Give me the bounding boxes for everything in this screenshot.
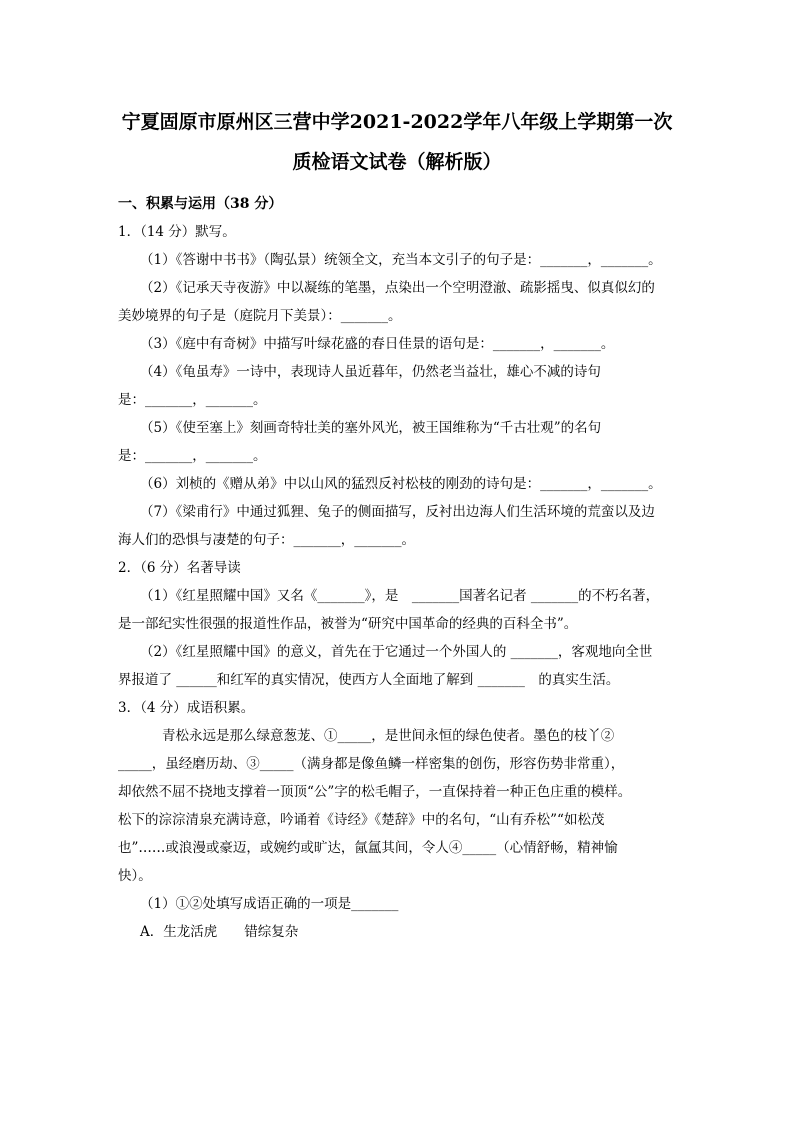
exam-title-line2: 质检语文试卷（解析版） [292, 151, 502, 173]
question-1-item-5a: （5）《使至塞上》刻画奇特壮美的塞外风光，被王国维称为“千古壮观”的名句 [140, 420, 602, 436]
section-heading: 一、积累与运用（38 分） [118, 196, 283, 212]
question-3-heading: 3．（4 分）成语积累。 [118, 700, 255, 716]
question-1-item-3: （3）《庭中有奇树》中描写叶绿花盛的春日佳景的语句是：_______，_______。 [140, 336, 615, 352]
question-2-item-1b: 是一部纪实性很强的报道性作品，被誉为“研究中国革命的经典的百科全书”。 [118, 616, 578, 632]
exam-title [118, 102, 676, 182]
question-2-item-2b: 界报道了 ______和红军的真实情况，使西方人全面地了解到 _______ 的真实生活。 [118, 672, 620, 688]
question-1-item-6: （6）刘桢的《赠从弟》中以山风的猛烈反衬松枝的刚劲的诗句是：_______，_______。 [140, 476, 662, 492]
question-2-item-1a: （1）《红星照耀中国》又名《_______》，是 _______国著名记者 _______的不朽名著， [140, 588, 660, 604]
question-1-item-7b: 海人们的恐惧与凄楚的句子：_______，_______。 [118, 532, 415, 548]
passage-line-1: 青松永远是那么绿意葱茏、①_____，是世间永恒的绿色使者。墨色的枝丫② [162, 728, 615, 744]
question-2-item-2a: （2）《红星照耀中国》的意义，首先在于它通过一个外国人的 _______，客观地向全世 [140, 644, 653, 660]
question-1 [118, 218, 676, 554]
option-a: A．生龙活虎 错综复杂 [140, 924, 299, 940]
exam-title-line1: 宁夏固原市原州区三营中学2021-2022学年八年级上学期第一次 [121, 111, 673, 133]
question-3-sub-1: （1）①②处填写成语正确的一项是_______ [140, 896, 399, 912]
question-3 [118, 694, 676, 946]
passage-line-3: 却依然不屈不挠地支撑着一顶顶“公”字的松毛帽子，一直保持着一种正色庄重的模样。 [118, 784, 632, 800]
question-1-item-5b: 是：_______，_______。 [118, 448, 267, 464]
passage-line-6: 快）。 [118, 868, 152, 884]
passage-line-4: 松下的淙淙清泉充满诗意，吟诵着《诗经》《楚辞》中的名句，“山有乔松”“如松茂 [118, 812, 605, 828]
question-2 [118, 554, 676, 694]
question-1-item-2b: 美妙境界的句子是（庭院月下美景）：_______。 [118, 308, 402, 324]
question-1-item-2a: （2）《记承天寺夜游》中以凝练的笔墨，点染出一个空明澄澈、疏影摇曳、似真似幻的 [140, 280, 655, 296]
question-2-heading: 2．（6 分）名著导读 [118, 560, 241, 576]
question-1-heading: 1．（14 分）默写。 [118, 224, 236, 240]
question-1-item-4a: （4）《龟虽寿》一诗中，表现诗人虽近暮年，仍然老当益壮，雄心不减的诗句 [140, 364, 601, 380]
passage-line-5: 也”……或浪漫或豪迈，或婉约或旷达，氤氲其间，令人④_____（心情舒畅，精神愉 [118, 840, 618, 856]
passage-line-2: _____，虽经磨历劫、③_____（满身都是像鱼鳞一样密集的创伤，形容伤势非常重）， [118, 756, 625, 772]
question-1-item-4b: 是：_______，_______。 [118, 392, 267, 408]
question-1-item-1: （1）《答谢中书书》（陶弘景）统领全文，充当本文引子的句子是：_______，_______。 [140, 252, 662, 268]
question-1-item-7a: （7）《梁甫行》中通过狐狸、兔子的侧面描写，反衬出边海人们生活环境的荒蛮以及边 [140, 504, 655, 520]
